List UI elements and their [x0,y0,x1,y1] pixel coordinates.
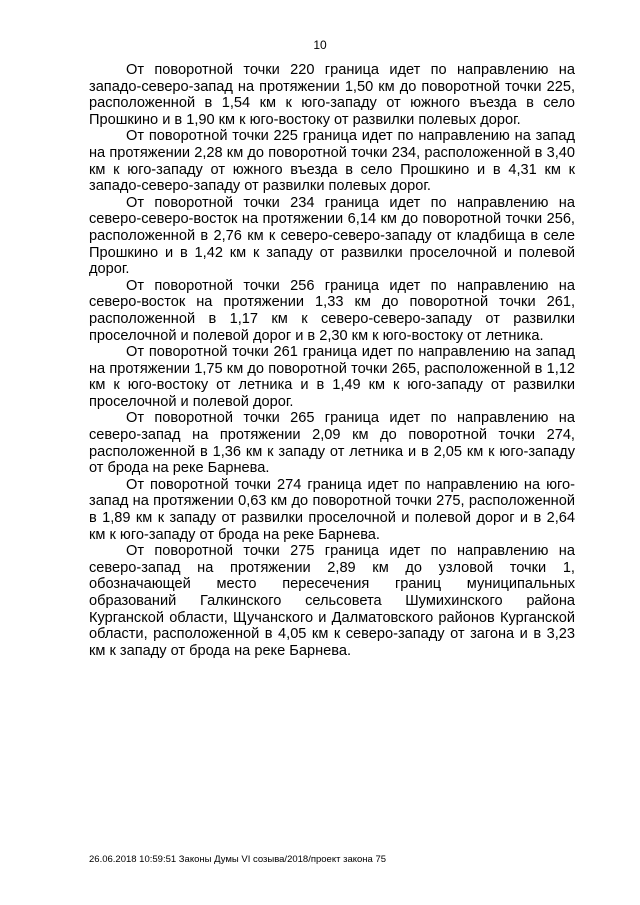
paragraph-6: От поворотной точки 265 граница идет по направлению на северо-запад на протяжении 2,09 км до поворотной точки 274, расположенной в 1,36 км к западу от летника и в 2,05 км к юго-западу от брода на реке Барнева. [89,410,575,477]
document-body [89,62,575,659]
paragraph-3: От поворотной точки 234 граница идет по направлению на северо-северо-восток на протяжении 6,14 км до поворотной точки 256, расположенной в 2,76 км к северо-северо-западу от кладбища в селе Прошкино и в 1,42 км к западу от развилки проселочной и полевой дорог. [89,194,575,278]
paragraph-7: От поворотной точки 274 граница идет по направлению на юго-запад на протяжении 0,63 км до поворотной точки 275, расположенной в 1,89 км к западу от развилки проселочной и полевой дорог и в 2,64 км к юго-западу от брода на реке Барнева. [89,476,575,543]
paragraph-4: От поворотной точки 256 граница идет по направлению на северо-восток на протяжении 1,33 км до поворотной точки 261, расположенной в 1,17 км к северо-северо-западу от развилки проселочной и полевой дорог и в 2,30 км к юго-востоку от летника. [89,277,575,344]
paragraph-2: От поворотной точки 225 граница идет по направлению на запад на протяжении 2,28 км до поворотной точки 234, расположенной в 3,40 км к юго-западу от южного въезда в село Прошкино и в 4,31 км к западо-северо-западу от развилки полевых дорог. [89,128,575,195]
page-number: 10 [313,38,327,52]
paragraph-8: От поворотной точки 275 граница идет по направлению на северо-запад на протяжении 2,89 км до узловой точки 1, обозначающей место пересечения границ муниципальных образований Галкинского сельсовета Шумихинского района Курганской области, Щучанского и Далматовского районов Курганской области, расположенной в 4,05 км к северо-западу от загона и в 3,23 км к западу от брода на реке Барнева. [89,543,575,659]
document-footer: 26.06.2018 10:59:51 Законы Думы VI созыва/2018/проект закона 75 [89,854,387,865]
paragraph-1: От поворотной точки 220 граница идет по направлению на западо-северо-запад на протяжении 1,50 км до поворотной точки 225, расположенной в 1,54 км к юго-западу от южного въезда в село Прошкино и в 1,90 км к юго-востоку от развилки полевых дорог. [89,62,575,128]
paragraph-5: От поворотной точки 261 граница идет по направлению на запад на протяжении 1,75 км до поворотной точки 265, расположенной в 1,12 км к юго-востоку от летника и в 1,49 км к юго-западу от развилки проселочной и полевой дорог. [89,344,575,410]
